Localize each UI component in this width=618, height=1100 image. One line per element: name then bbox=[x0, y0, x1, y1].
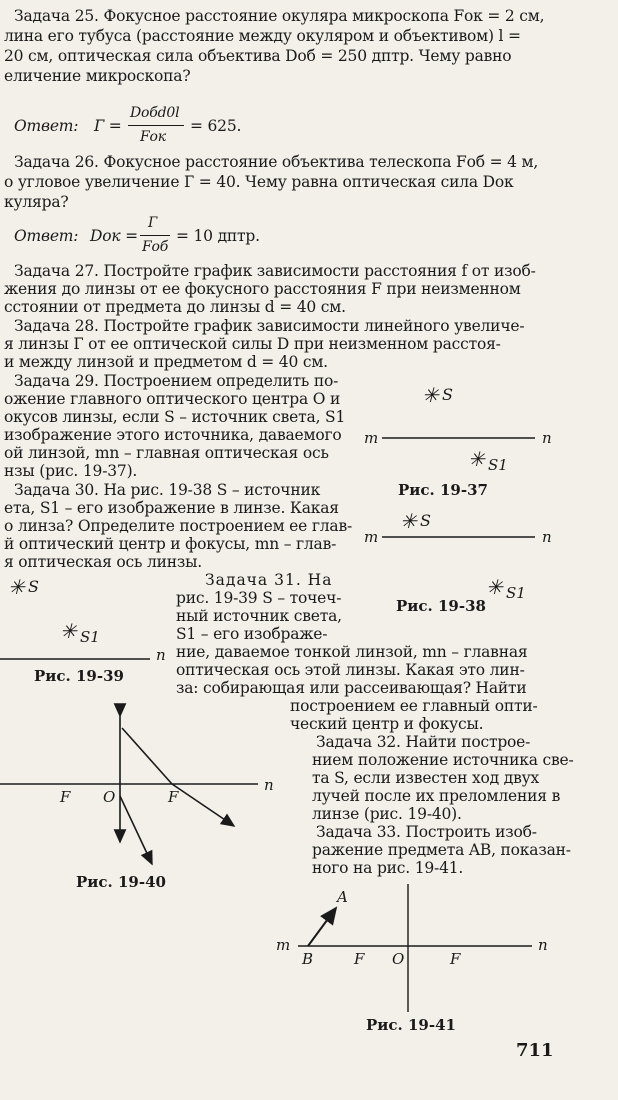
figure-19-38 bbox=[360, 504, 560, 604]
label-m: m bbox=[276, 936, 291, 954]
image-star-icon: ✳ bbox=[468, 447, 485, 471]
formula-denominator: Fоб bbox=[142, 239, 169, 255]
problem-33-line-1: Задача 33. Построить изоб- bbox=[316, 823, 537, 841]
problem-31-line-8: построением ее главный опти- bbox=[290, 697, 538, 715]
ray-2-arrow bbox=[120, 796, 152, 864]
label-s: S bbox=[442, 385, 453, 404]
figure-19-37 bbox=[360, 378, 560, 478]
figure-19-39-caption: Рис. 19-39 bbox=[34, 667, 124, 685]
image-star-icon: ✳ bbox=[486, 575, 503, 599]
image-star-icon: ✳ bbox=[60, 619, 77, 643]
figure-19-39 bbox=[0, 568, 175, 668]
problem-28-line-3: и между линзой и предметом d = 40 см. bbox=[4, 353, 328, 371]
label-n: n bbox=[156, 646, 166, 664]
problem-31-line-5: ние, даваемое тонкой линзой, mn – главная bbox=[176, 643, 528, 661]
problem-25-line-4: еличение микроскопа? bbox=[4, 67, 191, 85]
problem-32-line-1: Задача 32. Найти построе- bbox=[316, 733, 531, 751]
label-m: m bbox=[364, 528, 379, 546]
figure-19-38-caption: Рис. 19-38 bbox=[396, 597, 486, 615]
problem-26-line-2: о угловое увеличение Г = 40. Чему равна оптическая сила Dок bbox=[4, 173, 514, 191]
problem-33-line-3: ного на рис. 19-41. bbox=[312, 859, 464, 877]
problem-32-line-5: линзе (рис. 19-40). bbox=[312, 805, 462, 823]
label-s: S bbox=[420, 511, 431, 530]
ray-1-segment bbox=[122, 728, 172, 784]
problem-29-line-5: ой линзой, mn – главная оптическая ось bbox=[4, 444, 329, 462]
problem-29-line-6: нзы (рис. 19-37). bbox=[4, 462, 138, 480]
problem-31-line-9: ческий центр и фокусы. bbox=[290, 715, 484, 733]
formula-result: = 625. bbox=[190, 117, 242, 135]
formula-lhs: Г = bbox=[94, 117, 122, 135]
label-n: n bbox=[542, 429, 552, 447]
label-focus-left: F bbox=[60, 788, 71, 806]
ray-1-arrow bbox=[172, 784, 234, 826]
label-s: S bbox=[28, 577, 39, 596]
label-n: n bbox=[538, 936, 548, 954]
problem-30-line-1: Задача 30. На рис. 19-38 S – источник bbox=[14, 481, 321, 499]
formula-denominator: Fок bbox=[140, 129, 166, 145]
formula-lhs: Dок = bbox=[90, 227, 138, 245]
problem-31-line-4: S1 – его изображе- bbox=[176, 625, 328, 643]
problem-28-line-1: Задача 28. Постройте график зависимости линейного увеличе- bbox=[14, 317, 525, 335]
label-focus-right: F bbox=[450, 950, 461, 968]
problem-29-line-4: изображение этого источника, даваемого bbox=[4, 426, 342, 444]
problem-28-line-2: я линзы Г от ее оптической силы D при неизменном расстоя- bbox=[4, 335, 501, 353]
formula-result: = 10 дптр. bbox=[176, 227, 260, 245]
fraction-bar bbox=[128, 125, 184, 126]
problem-26-line-1: Задача 26. Фокусное расстояние объектива телескопа Fоб = 4 м, bbox=[14, 153, 539, 171]
answer-label: Ответ: bbox=[14, 117, 79, 135]
problem-25-line-2: лина его тубуса (расстояние между окуляром и объективом) l = bbox=[4, 27, 521, 45]
problem-25-line-3: 20 см, оптическая сила объектива Dоб = 250 дптр. Чему равно bbox=[4, 47, 512, 65]
object-ab-arrow bbox=[308, 908, 336, 946]
problem-27-line-1: Задача 27. Постройте график зависимости расстояния f от изоб- bbox=[14, 262, 536, 280]
fraction-bar bbox=[140, 235, 170, 236]
problem-26-line-3: куляра? bbox=[4, 193, 69, 211]
figure-19-40-caption: Рис. 19-40 bbox=[76, 873, 166, 891]
problem-32-line-2: нием положение источника све- bbox=[312, 751, 574, 769]
problem-27-line-3: сстоянии от предмета до линзы d = 40 см. bbox=[4, 298, 346, 316]
problem-32-line-4: лучей после их преломления в bbox=[312, 787, 561, 805]
label-m: m bbox=[364, 429, 379, 447]
light-source-star-icon: ✳ bbox=[400, 509, 417, 533]
label-n: n bbox=[264, 776, 274, 794]
problem-27-line-2: жения до линзы от ее фокусного расстояния F при неизменном bbox=[4, 280, 521, 298]
page-number: 711 bbox=[516, 1040, 554, 1061]
problem-25-line-1: Задача 25. Фокусное расстояние окуляра микроскопа Fок = 2 см, bbox=[14, 7, 545, 25]
label-optical-center: O bbox=[392, 950, 405, 968]
figure-19-41 bbox=[270, 878, 560, 1018]
problem-30-line-2: ета, S1 – его изображение в линзе. Какая bbox=[4, 499, 339, 517]
problem-31-line-6: оптическая ось этой линзы. Какая это лин- bbox=[176, 661, 525, 679]
problem-32-line-3: та S, если известен ход двух bbox=[312, 769, 540, 787]
label-focus-right: F bbox=[168, 788, 179, 806]
label-focus-left: F bbox=[354, 950, 365, 968]
problem-31-line-1: Задача 31. На bbox=[205, 571, 333, 589]
problem-30-line-3: о линза? Определите построением ее глав- bbox=[4, 517, 353, 535]
problem-29-line-1: Задача 29. Построением определить по- bbox=[14, 372, 339, 390]
problem-30-line-4: й оптический центр и фокусы, mn – глав- bbox=[4, 535, 337, 553]
light-source-star-icon: ✳ bbox=[8, 575, 25, 599]
label-s1: S1 bbox=[80, 628, 100, 646]
figure-19-41-caption: Рис. 19-41 bbox=[366, 1016, 456, 1034]
label-b: B bbox=[302, 950, 314, 968]
label-n: n bbox=[542, 528, 552, 546]
label-optical-center: O bbox=[103, 788, 116, 806]
problem-31-line-3: ный источник света, bbox=[176, 607, 342, 625]
label-s1: S1 bbox=[488, 456, 508, 474]
figure-19-40 bbox=[0, 712, 280, 872]
label-a: A bbox=[337, 888, 348, 906]
problem-30-line-5: я оптическая ось линзы. bbox=[4, 553, 203, 571]
formula-numerator: Г bbox=[148, 215, 158, 231]
problem-31-line-7: за: собирающая или рассеивающая? Найти bbox=[176, 679, 527, 697]
problem-29-line-3: окусов линзы, если S – источник света, S1 bbox=[4, 408, 346, 426]
figure-19-37-caption: Рис. 19-37 bbox=[398, 481, 488, 499]
label-s1: S1 bbox=[506, 584, 526, 602]
problem-29-line-2: ожение главного оптического центра O и bbox=[4, 390, 341, 408]
problem-31-line-2: рис. 19-39 S – точеч- bbox=[176, 589, 342, 607]
light-source-star-icon: ✳ bbox=[422, 383, 439, 407]
formula-numerator: Dобd0l bbox=[130, 105, 180, 121]
answer-label: Ответ: bbox=[14, 227, 79, 245]
problem-33-line-2: ражение предмета AB, показан- bbox=[312, 841, 571, 859]
